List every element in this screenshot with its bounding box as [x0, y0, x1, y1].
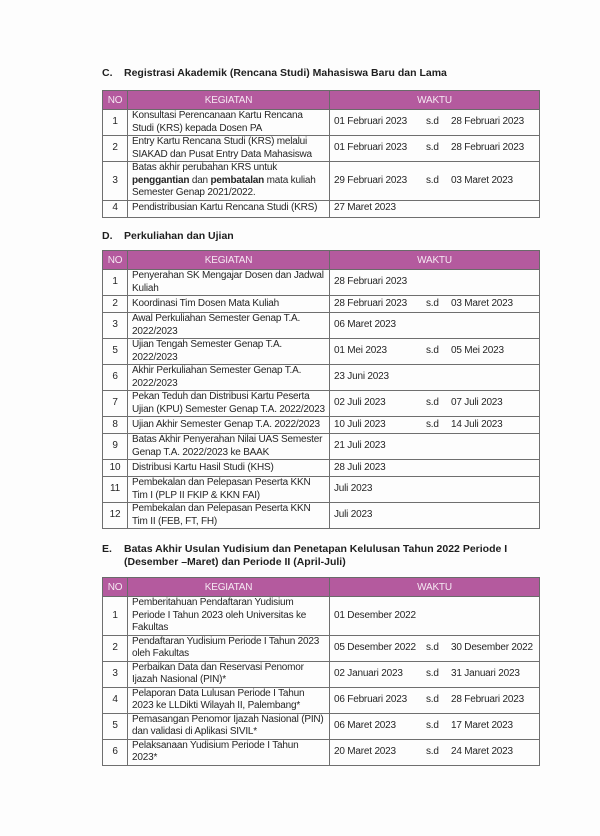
- table-header-row: [103, 251, 540, 270]
- row-number: 5: [103, 713, 128, 739]
- column-header-kegiatan: KEGIATAN: [128, 91, 330, 110]
- time-cell: [330, 296, 540, 313]
- section-title: Batas Akhir Usulan Yudisium dan Penetapan Kelulusan Tahun 2022 Periode I (Desember –Maret) dan Periode II (April-Juli): [124, 543, 508, 568]
- activity-cell: Pembekalan dan Pelepasan Peserta KKN Tim I (PLP II FKIP & KKN FAI): [128, 477, 330, 503]
- time-cell: [330, 110, 540, 136]
- time-cell: [330, 739, 540, 765]
- end-date: 24 Maret 2023: [451, 745, 513, 757]
- end-date: 31 Januari 2023: [451, 667, 520, 679]
- activity-cell: Pemasangan Penomor Ijazah Nasional (PIN) dan validasi di Aplikasi SIVIL*: [128, 713, 330, 739]
- table-row: [103, 313, 540, 339]
- table-row: [103, 110, 540, 136]
- start-date: 01 Februari 2023: [334, 116, 407, 128]
- row-number: 9: [103, 434, 128, 460]
- time-cell: [330, 417, 540, 434]
- end-date: 28 Februari 2023: [451, 693, 524, 705]
- range-separator: s.d: [426, 693, 439, 705]
- table-header-row: [103, 91, 540, 110]
- range-separator: s.d: [426, 142, 439, 154]
- row-number: 12: [103, 503, 128, 529]
- end-date: 30 Desember 2022: [451, 641, 533, 653]
- table-row: [103, 460, 540, 477]
- section-d: [102, 230, 539, 529]
- section-letter: D.: [102, 230, 113, 242]
- time-cell: [330, 365, 540, 391]
- schedule-table: [102, 90, 540, 218]
- activity-cell: Penyerahan SK Mengajar Dosen dan Jadwal Kuliah: [128, 270, 330, 296]
- end-date: 28 Februari 2023: [451, 142, 524, 154]
- range-separator: s.d: [426, 667, 439, 679]
- time-cell: [330, 200, 540, 217]
- section-e: [102, 543, 539, 766]
- table-row: [103, 391, 540, 417]
- activity-keyword: penggantian: [132, 174, 190, 186]
- table-row: [103, 713, 540, 739]
- time-cell: [330, 503, 540, 529]
- section-letter: C.: [102, 67, 113, 79]
- end-date: 14 Juli 2023: [451, 418, 503, 430]
- section-heading: [102, 67, 539, 80]
- time-cell: [330, 313, 540, 339]
- table-row: [103, 477, 540, 503]
- row-number: 11: [103, 477, 128, 503]
- schedule-table: [102, 250, 540, 529]
- column-header-waktu: WAKTU: [330, 251, 540, 270]
- column-header-kegiatan: KEGIATAN: [128, 578, 330, 597]
- activity-text: mata kuliah Semester Genap 2021/2022.: [132, 174, 316, 198]
- table-row: [103, 200, 540, 217]
- row-number: 3: [103, 313, 128, 339]
- start-date: 06 Februari 2023: [334, 693, 407, 705]
- table-row: [103, 365, 540, 391]
- section-heading: [102, 543, 539, 569]
- table-row: [103, 296, 540, 313]
- end-date: 28 Februari 2023: [451, 116, 524, 128]
- column-header-no: NO: [103, 578, 128, 597]
- start-date: 02 Juli 2023: [334, 397, 386, 409]
- column-header-no: NO: [103, 251, 128, 270]
- table-row: [103, 687, 540, 713]
- activity-cell: Pekan Teduh dan Distribusi Kartu Peserta Ujian (KPU) Semester Genap T.A. 2022/2023: [128, 391, 330, 417]
- section-letter: E.: [102, 543, 112, 555]
- activity-cell: Koordinasi Tim Dosen Mata Kuliah: [128, 296, 330, 313]
- row-number: 7: [103, 391, 128, 417]
- start-date: 27 Maret 2023: [334, 202, 396, 214]
- activity-cell: [128, 162, 330, 201]
- activity-cell: Pendistribusian Kartu Rencana Studi (KRS): [128, 200, 330, 217]
- table-row: [103, 597, 540, 636]
- start-date: 06 Maret 2023: [334, 719, 396, 731]
- activity-cell: Perbaikan Data dan Reservasi Penomor Ijazah Nasional (PIN)*: [128, 661, 330, 687]
- table-row: [103, 162, 540, 201]
- activity-cell: Entry Kartu Rencana Studi (KRS) melalui SIAKAD dan Pusat Entry Data Mahasiswa: [128, 136, 330, 162]
- activity-cell: Distribusi Kartu Hasil Studi (KHS): [128, 460, 330, 477]
- activity-text: dan: [189, 174, 211, 186]
- time-cell: [330, 713, 540, 739]
- table-header-row: [103, 578, 540, 597]
- activity-cell: Ujian Akhir Semester Genap T.A. 2022/2023: [128, 417, 330, 434]
- range-separator: s.d: [426, 116, 439, 128]
- start-date: 23 Juni 2023: [334, 371, 389, 383]
- start-date: 02 Januari 2023: [334, 667, 403, 679]
- row-number: 2: [103, 296, 128, 313]
- range-separator: s.d: [426, 345, 439, 357]
- range-separator: s.d: [426, 719, 439, 731]
- row-number: 3: [103, 661, 128, 687]
- section-title: Registrasi Akademik (Rencana Studi) Mahasiswa Baru dan Lama: [124, 67, 447, 79]
- schedule-table: [102, 577, 540, 766]
- activity-keyword: pembatalan: [210, 174, 265, 186]
- activity-cell: Batas Akhir Penyerahan Nilai UAS Semester Genap T.A. 2022/2023 ke BAAK: [128, 434, 330, 460]
- row-number: 1: [103, 110, 128, 136]
- start-date: 10 Juli 2023: [334, 418, 386, 430]
- end-date: 05 Mei 2023: [451, 345, 504, 357]
- table-row: [103, 503, 540, 529]
- start-date: 28 Februari 2023: [334, 297, 407, 309]
- activity-cell: Ujian Tengah Semester Genap T.A. 2022/2023: [128, 339, 330, 365]
- time-cell: [330, 635, 540, 661]
- range-separator: s.d: [426, 174, 439, 186]
- time-cell: [330, 477, 540, 503]
- time-cell: [330, 687, 540, 713]
- start-date: 01 Desember 2022: [334, 609, 416, 621]
- start-date: Juli 2023: [334, 509, 373, 521]
- start-date: 28 Juli 2023: [334, 461, 386, 473]
- time-cell: [330, 339, 540, 365]
- column-header-no: NO: [103, 91, 128, 110]
- table-row: [103, 136, 540, 162]
- section-heading: [102, 230, 539, 243]
- table-row: [103, 739, 540, 765]
- end-date: 07 Juli 2023: [451, 397, 503, 409]
- start-date: 28 Februari 2023: [334, 276, 407, 288]
- start-date: 01 Februari 2023: [334, 142, 407, 154]
- table-row: [103, 339, 540, 365]
- activity-cell: Pelaporan Data Lulusan Periode I Tahun 2023 ke LLDikti Wilayah II, Palembang*: [128, 687, 330, 713]
- row-number: 6: [103, 365, 128, 391]
- time-cell: [330, 136, 540, 162]
- table-row: [103, 417, 540, 434]
- column-header-waktu: WAKTU: [330, 578, 540, 597]
- end-date: 17 Maret 2023: [451, 719, 513, 731]
- range-separator: s.d: [426, 745, 439, 757]
- row-number: 4: [103, 200, 128, 217]
- start-date: 21 Juli 2023: [334, 440, 386, 452]
- activity-cell: Pendaftaran Yudisium Periode I Tahun 2023 oleh Fakultas: [128, 635, 330, 661]
- end-date: 03 Maret 2023: [451, 297, 513, 309]
- row-number: 8: [103, 417, 128, 434]
- activity-cell: Pemberitahuan Pendaftaran Yudisium Periode I Tahun 2023 oleh Universitas ke Fakultas: [128, 597, 330, 636]
- table-row: [103, 434, 540, 460]
- start-date: 01 Mei 2023: [334, 345, 387, 357]
- start-date: Juli 2023: [334, 483, 373, 495]
- start-date: 06 Maret 2023: [334, 319, 396, 331]
- time-cell: [330, 597, 540, 636]
- start-date: 05 Desember 2022: [334, 641, 416, 653]
- row-number: 3: [103, 162, 128, 201]
- activity-cell: Konsultasi Perencanaan Kartu Rencana Studi (KRS) kepada Dosen PA: [128, 110, 330, 136]
- range-separator: s.d: [426, 418, 439, 430]
- time-cell: [330, 391, 540, 417]
- activity-text: Batas akhir perubahan KRS untuk: [132, 162, 278, 173]
- table-row: [103, 661, 540, 687]
- activity-cell: Awal Perkuliahan Semester Genap T.A. 2022/2023: [128, 313, 330, 339]
- table-row: [103, 635, 540, 661]
- time-cell: [330, 460, 540, 477]
- time-cell: [330, 661, 540, 687]
- row-number: 6: [103, 739, 128, 765]
- time-cell: [330, 162, 540, 201]
- row-number: 2: [103, 136, 128, 162]
- end-date: 03 Maret 2023: [451, 174, 513, 186]
- start-date: 29 Februari 2023: [334, 174, 407, 186]
- section-title: Perkuliahan dan Ujian: [124, 230, 234, 242]
- table-row: [103, 270, 540, 296]
- row-number: 1: [103, 597, 128, 636]
- column-header-waktu: WAKTU: [330, 91, 540, 110]
- start-date: 20 Maret 2023: [334, 745, 396, 757]
- section-c: [102, 67, 539, 218]
- range-separator: s.d: [426, 641, 439, 653]
- range-separator: s.d: [426, 297, 439, 309]
- column-header-kegiatan: KEGIATAN: [128, 251, 330, 270]
- activity-cell: Pembekalan dan Pelepasan Peserta KKN Tim II (FEB, FT, FH): [128, 503, 330, 529]
- time-cell: [330, 270, 540, 296]
- row-number: 5: [103, 339, 128, 365]
- row-number: 10: [103, 460, 128, 477]
- time-cell: [330, 434, 540, 460]
- range-separator: s.d: [426, 397, 439, 409]
- row-number: 4: [103, 687, 128, 713]
- row-number: 1: [103, 270, 128, 296]
- activity-cell: Pelaksanaan Yudisium Periode I Tahun 2023*: [128, 739, 330, 765]
- row-number: 2: [103, 635, 128, 661]
- activity-cell: Akhir Perkuliahan Semester Genap T.A. 2022/2023: [128, 365, 330, 391]
